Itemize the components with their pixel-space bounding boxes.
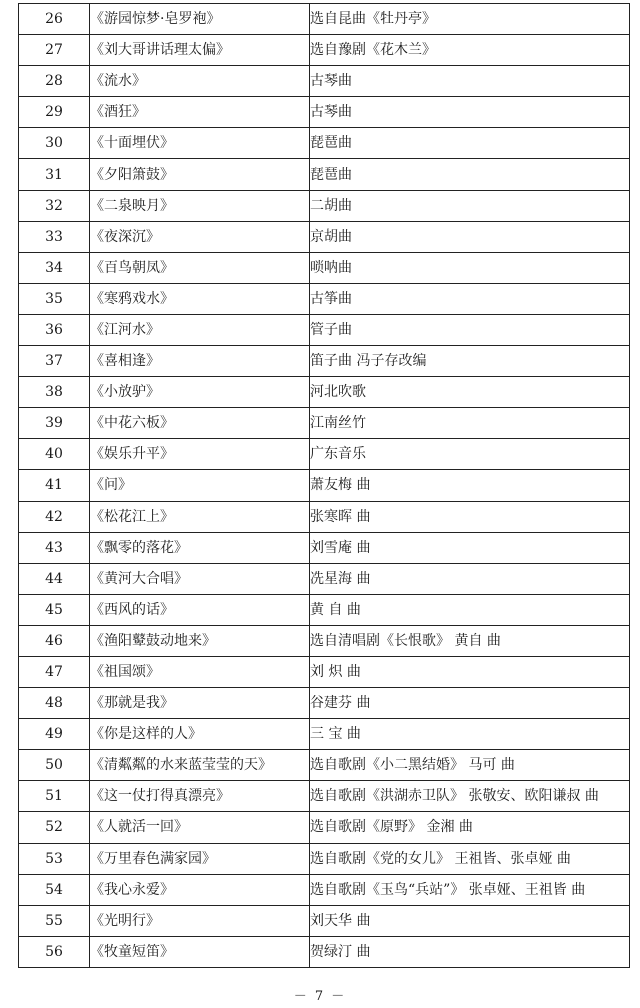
row-number: 56 <box>19 936 90 967</box>
table-row <box>19 656 630 687</box>
piece-title: 《你是这样的人》 <box>90 719 310 750</box>
piece-source: 选自豫剧《花木兰》 <box>310 35 630 66</box>
piece-title: 《喜相逢》 <box>90 346 310 377</box>
piece-source: 广东音乐 <box>310 439 630 470</box>
row-number: 45 <box>19 594 90 625</box>
piece-title: 《渔阳鼙鼓动地来》 <box>90 625 310 656</box>
row-number: 33 <box>19 221 90 252</box>
row-number: 37 <box>19 346 90 377</box>
table-row <box>19 190 630 221</box>
piece-title: 《二泉映月》 <box>90 190 310 221</box>
row-number: 53 <box>19 843 90 874</box>
piece-title: 《娱乐升平》 <box>90 439 310 470</box>
piece-title: 《清粼粼的水来蓝莹莹的天》 <box>90 750 310 781</box>
table-row <box>19 625 630 656</box>
table-row <box>19 501 630 532</box>
row-number: 41 <box>19 470 90 501</box>
table-row <box>19 688 630 719</box>
table-row <box>19 781 630 812</box>
row-number: 42 <box>19 501 90 532</box>
piece-title: 《这一仗打得真漂亮》 <box>90 781 310 812</box>
piece-source: 管子曲 <box>310 314 630 345</box>
table-row <box>19 128 630 159</box>
row-number: 29 <box>19 97 90 128</box>
page-number: － 7 － <box>293 989 347 1004</box>
table-row <box>19 470 630 501</box>
row-number: 46 <box>19 625 90 656</box>
piece-source: 选自歌剧《洪湖赤卫队》 张敬安、欧阳谦叔 曲 <box>310 781 630 812</box>
row-number: 31 <box>19 159 90 190</box>
table-row <box>19 252 630 283</box>
piece-source: 萧友梅 曲 <box>310 470 630 501</box>
table-row <box>19 594 630 625</box>
piece-title: 《流水》 <box>90 66 310 97</box>
table-row <box>19 97 630 128</box>
piece-title: 《松花江上》 <box>90 501 310 532</box>
table-body <box>19 4 630 968</box>
piece-title: 《游园惊梦·皂罗袍》 <box>90 4 310 35</box>
piece-source: 琵琶曲 <box>310 128 630 159</box>
row-number: 39 <box>19 408 90 439</box>
piece-source: 河北吹歌 <box>310 377 630 408</box>
row-number: 54 <box>19 874 90 905</box>
piece-title: 《牧童短笛》 <box>90 936 310 967</box>
row-number: 26 <box>19 4 90 35</box>
piece-title: 《江河水》 <box>90 314 310 345</box>
row-number: 27 <box>19 35 90 66</box>
table-row <box>19 936 630 967</box>
piece-source: 刘雪庵 曲 <box>310 532 630 563</box>
piece-source: 谷建芬 曲 <box>310 688 630 719</box>
piece-source: 黄 自 曲 <box>310 594 630 625</box>
row-number: 50 <box>19 750 90 781</box>
row-number: 55 <box>19 905 90 936</box>
piece-title: 《酒狂》 <box>90 97 310 128</box>
table-row <box>19 35 630 66</box>
piece-title: 《刘大哥讲话理太偏》 <box>90 35 310 66</box>
table-row <box>19 346 630 377</box>
table-row <box>19 221 630 252</box>
row-number: 35 <box>19 283 90 314</box>
row-number: 34 <box>19 252 90 283</box>
row-number: 30 <box>19 128 90 159</box>
piece-source: 琵琶曲 <box>310 159 630 190</box>
piece-source: 贺绿汀 曲 <box>310 936 630 967</box>
piece-title: 《我心永爱》 <box>90 874 310 905</box>
piece-source: 冼星海 曲 <box>310 563 630 594</box>
piece-source: 古琴曲 <box>310 97 630 128</box>
piece-title: 《飘零的落花》 <box>90 532 310 563</box>
table-row <box>19 4 630 35</box>
piece-source: 唢呐曲 <box>310 252 630 283</box>
table-row <box>19 66 630 97</box>
piece-source: 二胡曲 <box>310 190 630 221</box>
table-row <box>19 314 630 345</box>
table-row <box>19 532 630 563</box>
piece-source: 三 宝 曲 <box>310 719 630 750</box>
piece-title: 《祖国颂》 <box>90 656 310 687</box>
table-row <box>19 283 630 314</box>
table-row <box>19 905 630 936</box>
piece-source: 选自歌剧《小二黑结婚》 马可 曲 <box>310 750 630 781</box>
table-row <box>19 874 630 905</box>
piece-source: 古琴曲 <box>310 66 630 97</box>
piece-source: 笛子曲 冯子存改编 <box>310 346 630 377</box>
table-row <box>19 439 630 470</box>
piece-title: 《光明行》 <box>90 905 310 936</box>
piece-title: 《百鸟朝凤》 <box>90 252 310 283</box>
table-row <box>19 812 630 843</box>
piece-source: 京胡曲 <box>310 221 630 252</box>
piece-source: 江南丝竹 <box>310 408 630 439</box>
row-number: 49 <box>19 719 90 750</box>
piece-title: 《人就活一回》 <box>90 812 310 843</box>
row-number: 44 <box>19 563 90 594</box>
table-row <box>19 159 630 190</box>
piece-title: 《小放驴》 <box>90 377 310 408</box>
piece-source: 古筝曲 <box>310 283 630 314</box>
row-number: 28 <box>19 66 90 97</box>
piece-title: 《西风的话》 <box>90 594 310 625</box>
row-number: 38 <box>19 377 90 408</box>
row-number: 47 <box>19 656 90 687</box>
row-number: 51 <box>19 781 90 812</box>
row-number: 48 <box>19 688 90 719</box>
table-row <box>19 563 630 594</box>
piece-title: 《黄河大合唱》 <box>90 563 310 594</box>
piece-title: 《夕阳箫鼓》 <box>90 159 310 190</box>
piece-source: 选自歌剧《原野》 金湘 曲 <box>310 812 630 843</box>
piece-title: 《那就是我》 <box>90 688 310 719</box>
repertoire-table <box>18 3 630 968</box>
table-row <box>19 408 630 439</box>
piece-source: 张寒晖 曲 <box>310 501 630 532</box>
piece-source: 刘 炽 曲 <box>310 656 630 687</box>
piece-title: 《问》 <box>90 470 310 501</box>
piece-source: 选自清唱剧《长恨歌》 黄自 曲 <box>310 625 630 656</box>
piece-source: 选自歌剧《党的女儿》 王祖皆、张卓娅 曲 <box>310 843 630 874</box>
row-number: 36 <box>19 314 90 345</box>
piece-title: 《寒鸦戏水》 <box>90 283 310 314</box>
row-number: 43 <box>19 532 90 563</box>
piece-source: 选自歌剧《玉鸟“兵站”》 张卓娅、王祖皆 曲 <box>310 874 630 905</box>
table-row <box>19 719 630 750</box>
row-number: 40 <box>19 439 90 470</box>
table-row <box>19 750 630 781</box>
row-number: 32 <box>19 190 90 221</box>
piece-title: 《夜深沉》 <box>90 221 310 252</box>
table-row <box>19 377 630 408</box>
piece-source: 刘天华 曲 <box>310 905 630 936</box>
piece-source: 选自昆曲《牡丹亭》 <box>310 4 630 35</box>
piece-title: 《万里春色满家园》 <box>90 843 310 874</box>
piece-title: 《中花六板》 <box>90 408 310 439</box>
piece-title: 《十面埋伏》 <box>90 128 310 159</box>
row-number: 52 <box>19 812 90 843</box>
table-row <box>19 843 630 874</box>
